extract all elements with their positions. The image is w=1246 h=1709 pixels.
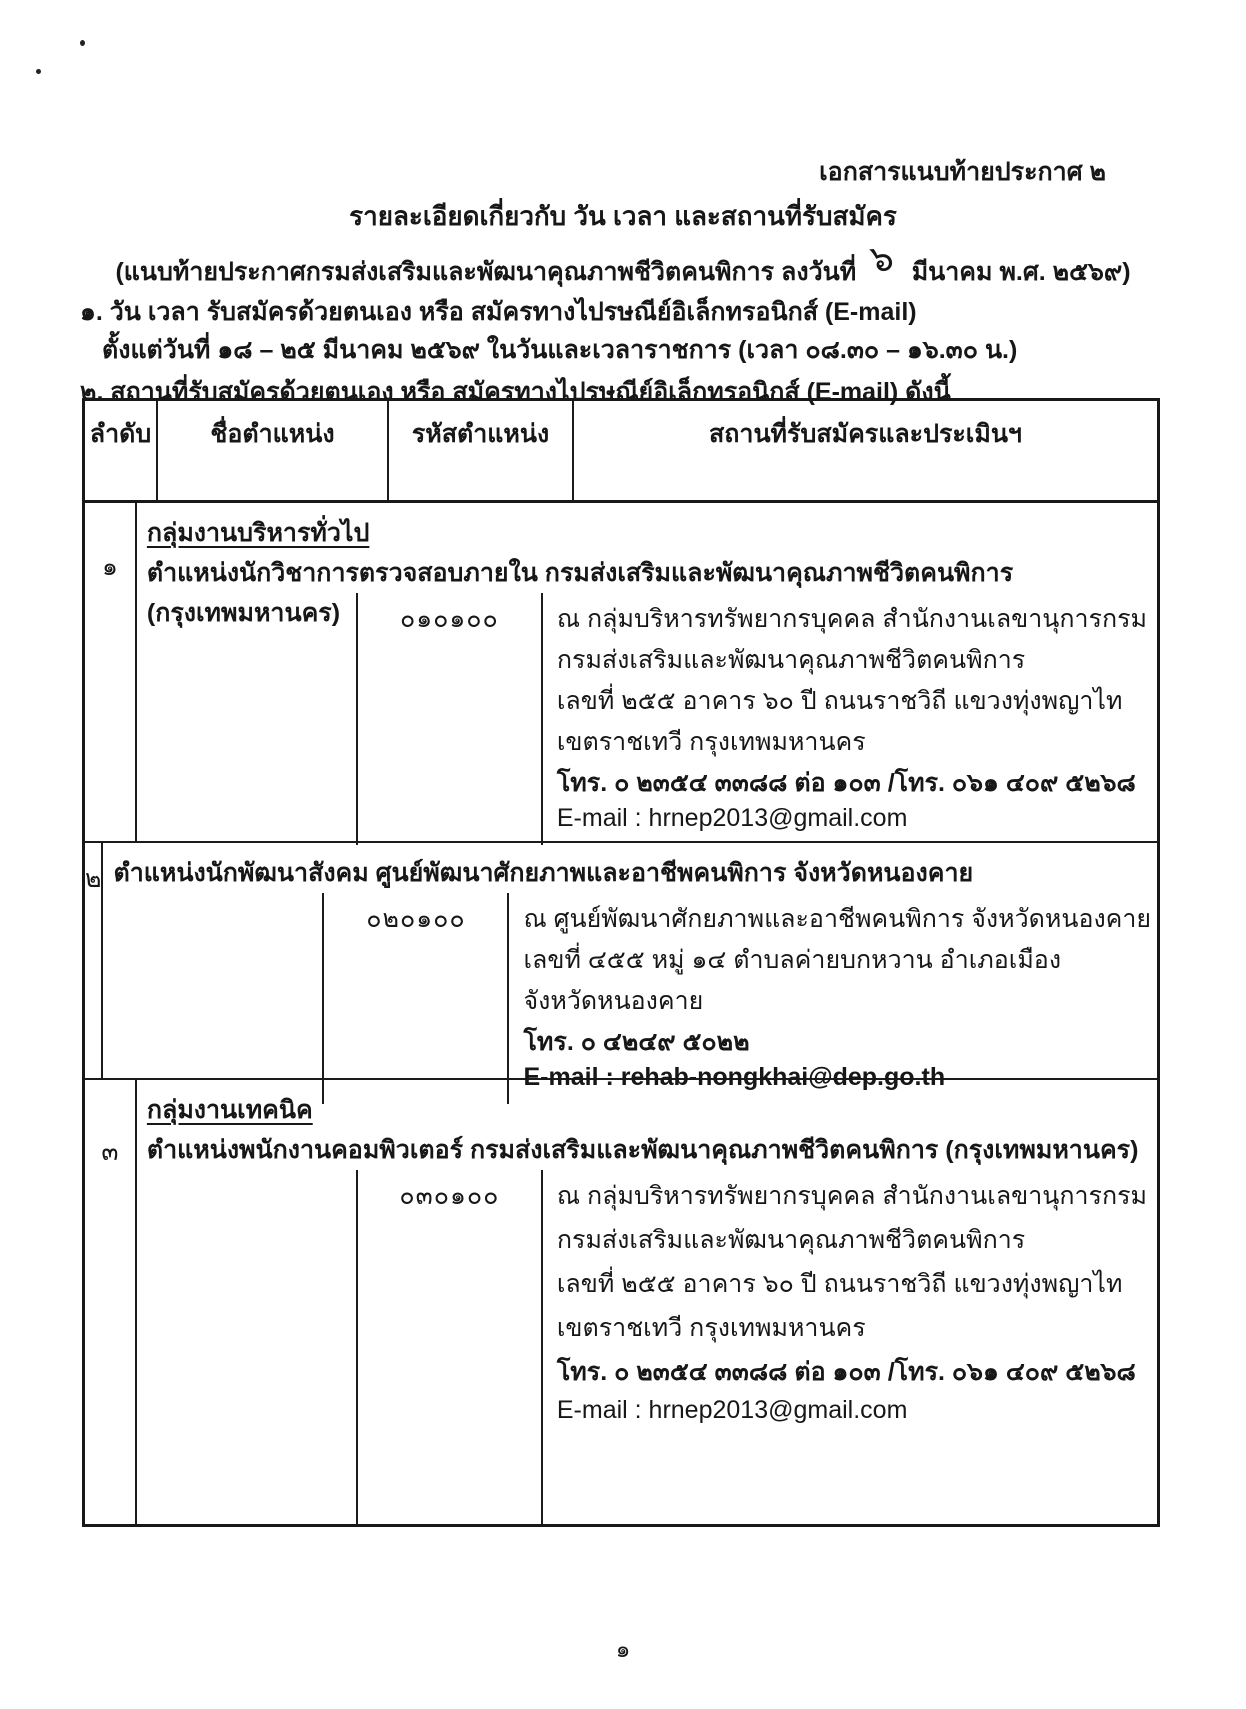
address-line: กรมส่งเสริมและพัฒนาคุณภาพชีวิตคนพิการ (556, 1226, 1026, 1254)
handwritten-date-digit: ๖ (868, 236, 896, 281)
address-line: จังหวัดหนองคาย (523, 987, 704, 1015)
position-code: ๐๑๐๑๐๐ (399, 605, 499, 633)
position-code: ๐๒๐๑๐๐ (366, 905, 466, 933)
location-cell (509, 893, 1161, 1104)
page-title: รายละเอียดเกี่ยวกับ วัน เวลา และสถานที่รับสมัคร (349, 201, 897, 231)
position-title: ตำแหน่งนักวิชาการตรวจสอบภายใน กรมส่งเสริมและพัฒนาคุณภาพชีวิตคนพิการ (กรุงเทพมหานคร) (146, 559, 1014, 627)
table-row (85, 1080, 1157, 1524)
header-position-name: ชื่อตำแหน่ง (158, 401, 389, 500)
header-position-code: รหัสตำแหน่ง (389, 401, 574, 500)
page-subtitle (0, 238, 1246, 297)
group-label: กลุ่มงานเทคนิค (146, 1096, 313, 1124)
position-title: ตำแหน่งพนักงานคอมพิวเตอร์ กรมส่งเสริมและพัฒนาคุณภาพชีวิตคนพิการ (กรุงเทพมหานคร) (146, 1136, 1139, 1164)
empty-cell (137, 1170, 358, 1524)
address-line: ณ กลุ่มบริหารทรัพยากรบุคคล สำนักงานเลขานุการกรม (556, 1182, 1147, 1210)
position-title: ตำแหน่งนักพัฒนาสังคม ศูนย์พัฒนาศักยภาพและอาชีพคนพิการ จังหวัดหนองคาย (113, 859, 974, 887)
address-line: ณ ศูนย์พัฒนาศักยภาพและอาชีพคนพิการ จังหวัดหนองคาย (523, 905, 1152, 933)
section-1-heading: ๑. วัน เวลา รับสมัครด้วยตนเอง หรือ สมัครทางไปรษณีย์อิเล็กทรอนิกส์ (E-mail) (80, 298, 917, 326)
section-1-detail: ตั้งแต่วันที่ ๑๘ – ๒๕ มีนาคม ๒๕๖๙ ในวันและเวลาราชการ (เวลา ๐๘.๓๐ – ๑๖.๓๐ น.) (102, 336, 1018, 364)
address-line: กรมส่งเสริมและพัฒนาคุณภาพชีวิตคนพิการ (556, 646, 1026, 674)
location-cell (543, 1170, 1157, 1524)
scan-speck (80, 40, 85, 46)
phone-line: โทร. ๐ ๒๓๕๔ ๓๓๘๘ ต่อ ๑๐๓ /โทร. ๐๖๑ ๔๐๙ ๕๒๖๘ (556, 769, 1136, 797)
email-line: E-mail : hrnep2013@gmail.com (556, 1396, 908, 1424)
address-line: เลขที่ ๒๕๕ อาคาร ๖๐ ปี ถนนราชวิถี แขวงทุ่งพญาไท (556, 1270, 1123, 1298)
phone-line: โทร. ๐ ๔๒๔๙ ๕๐๒๒ (523, 1028, 750, 1056)
position-code: ๐๓๐๑๐๐ (399, 1182, 500, 1210)
section-2-heading: ๒. สถานที่รับสมัครด้วยตนเอง หรือ สมัครทางไปรษณีย์อิเล็กทรอนิกส์ (E-mail) ดังนี้ (80, 378, 951, 406)
table-row (85, 843, 1157, 1091)
table-header-row (85, 401, 1157, 503)
email-line: E-mail : hrnep2013@gmail.com (556, 804, 908, 832)
page-number: ๑ (615, 1636, 631, 1662)
subtitle-suffix: มีนาคม พ.ศ. ๒๕๖๙) (911, 258, 1131, 286)
location-cell (543, 593, 1157, 845)
address-line: เลขที่ ๒๕๕ อาคาร ๖๐ ปี ถนนราชวิถี แขวงทุ่งพญาไท (556, 687, 1123, 715)
header-no: ลำดับ (85, 401, 158, 500)
phone-line: โทร. ๐ ๒๓๕๔ ๓๓๘๘ ต่อ ๑๐๓ /โทร. ๐๖๑ ๔๐๙ ๕๒๖๘ (556, 1358, 1136, 1386)
row-number: ๒ (85, 843, 103, 1078)
address-line: เขตราชเทวี กรุงเทพมหานคร (556, 728, 866, 756)
group-label: กลุ่มงานบริหารทั่วไป (146, 519, 370, 547)
document-reference: เอกสารแนบท้ายประกาศ ๒ (819, 158, 1106, 186)
scan-speck (36, 69, 41, 74)
address-line: ณ กลุ่มบริหารทรัพยากรบุคคล สำนักงานเลขานุการกรม (556, 605, 1147, 633)
row-number: ๑ (85, 503, 137, 841)
address-line: เขตราชเทวี กรุงเทพมหานคร (556, 1314, 866, 1342)
application-locations-table (82, 398, 1160, 1527)
row-number: ๓ (85, 1080, 137, 1524)
table-row (85, 503, 1157, 843)
empty-cell (103, 893, 324, 1104)
email-line: E-mail : rehab-nongkhai@dep.go.th (523, 1063, 946, 1091)
address-line: เลขที่ ๔๕๕ หมู่ ๑๔ ตำบลค่ายบกหวาน อำเภอเมือง (523, 946, 1062, 974)
empty-cell (137, 593, 358, 845)
header-location: สถานที่รับสมัครและประเมินฯ (709, 420, 1022, 448)
subtitle-prefix: (แนบท้ายประกาศกรมส่งเสริมและพัฒนาคุณภาพชีวิตคนพิการ ลงวันที่ (115, 258, 857, 286)
